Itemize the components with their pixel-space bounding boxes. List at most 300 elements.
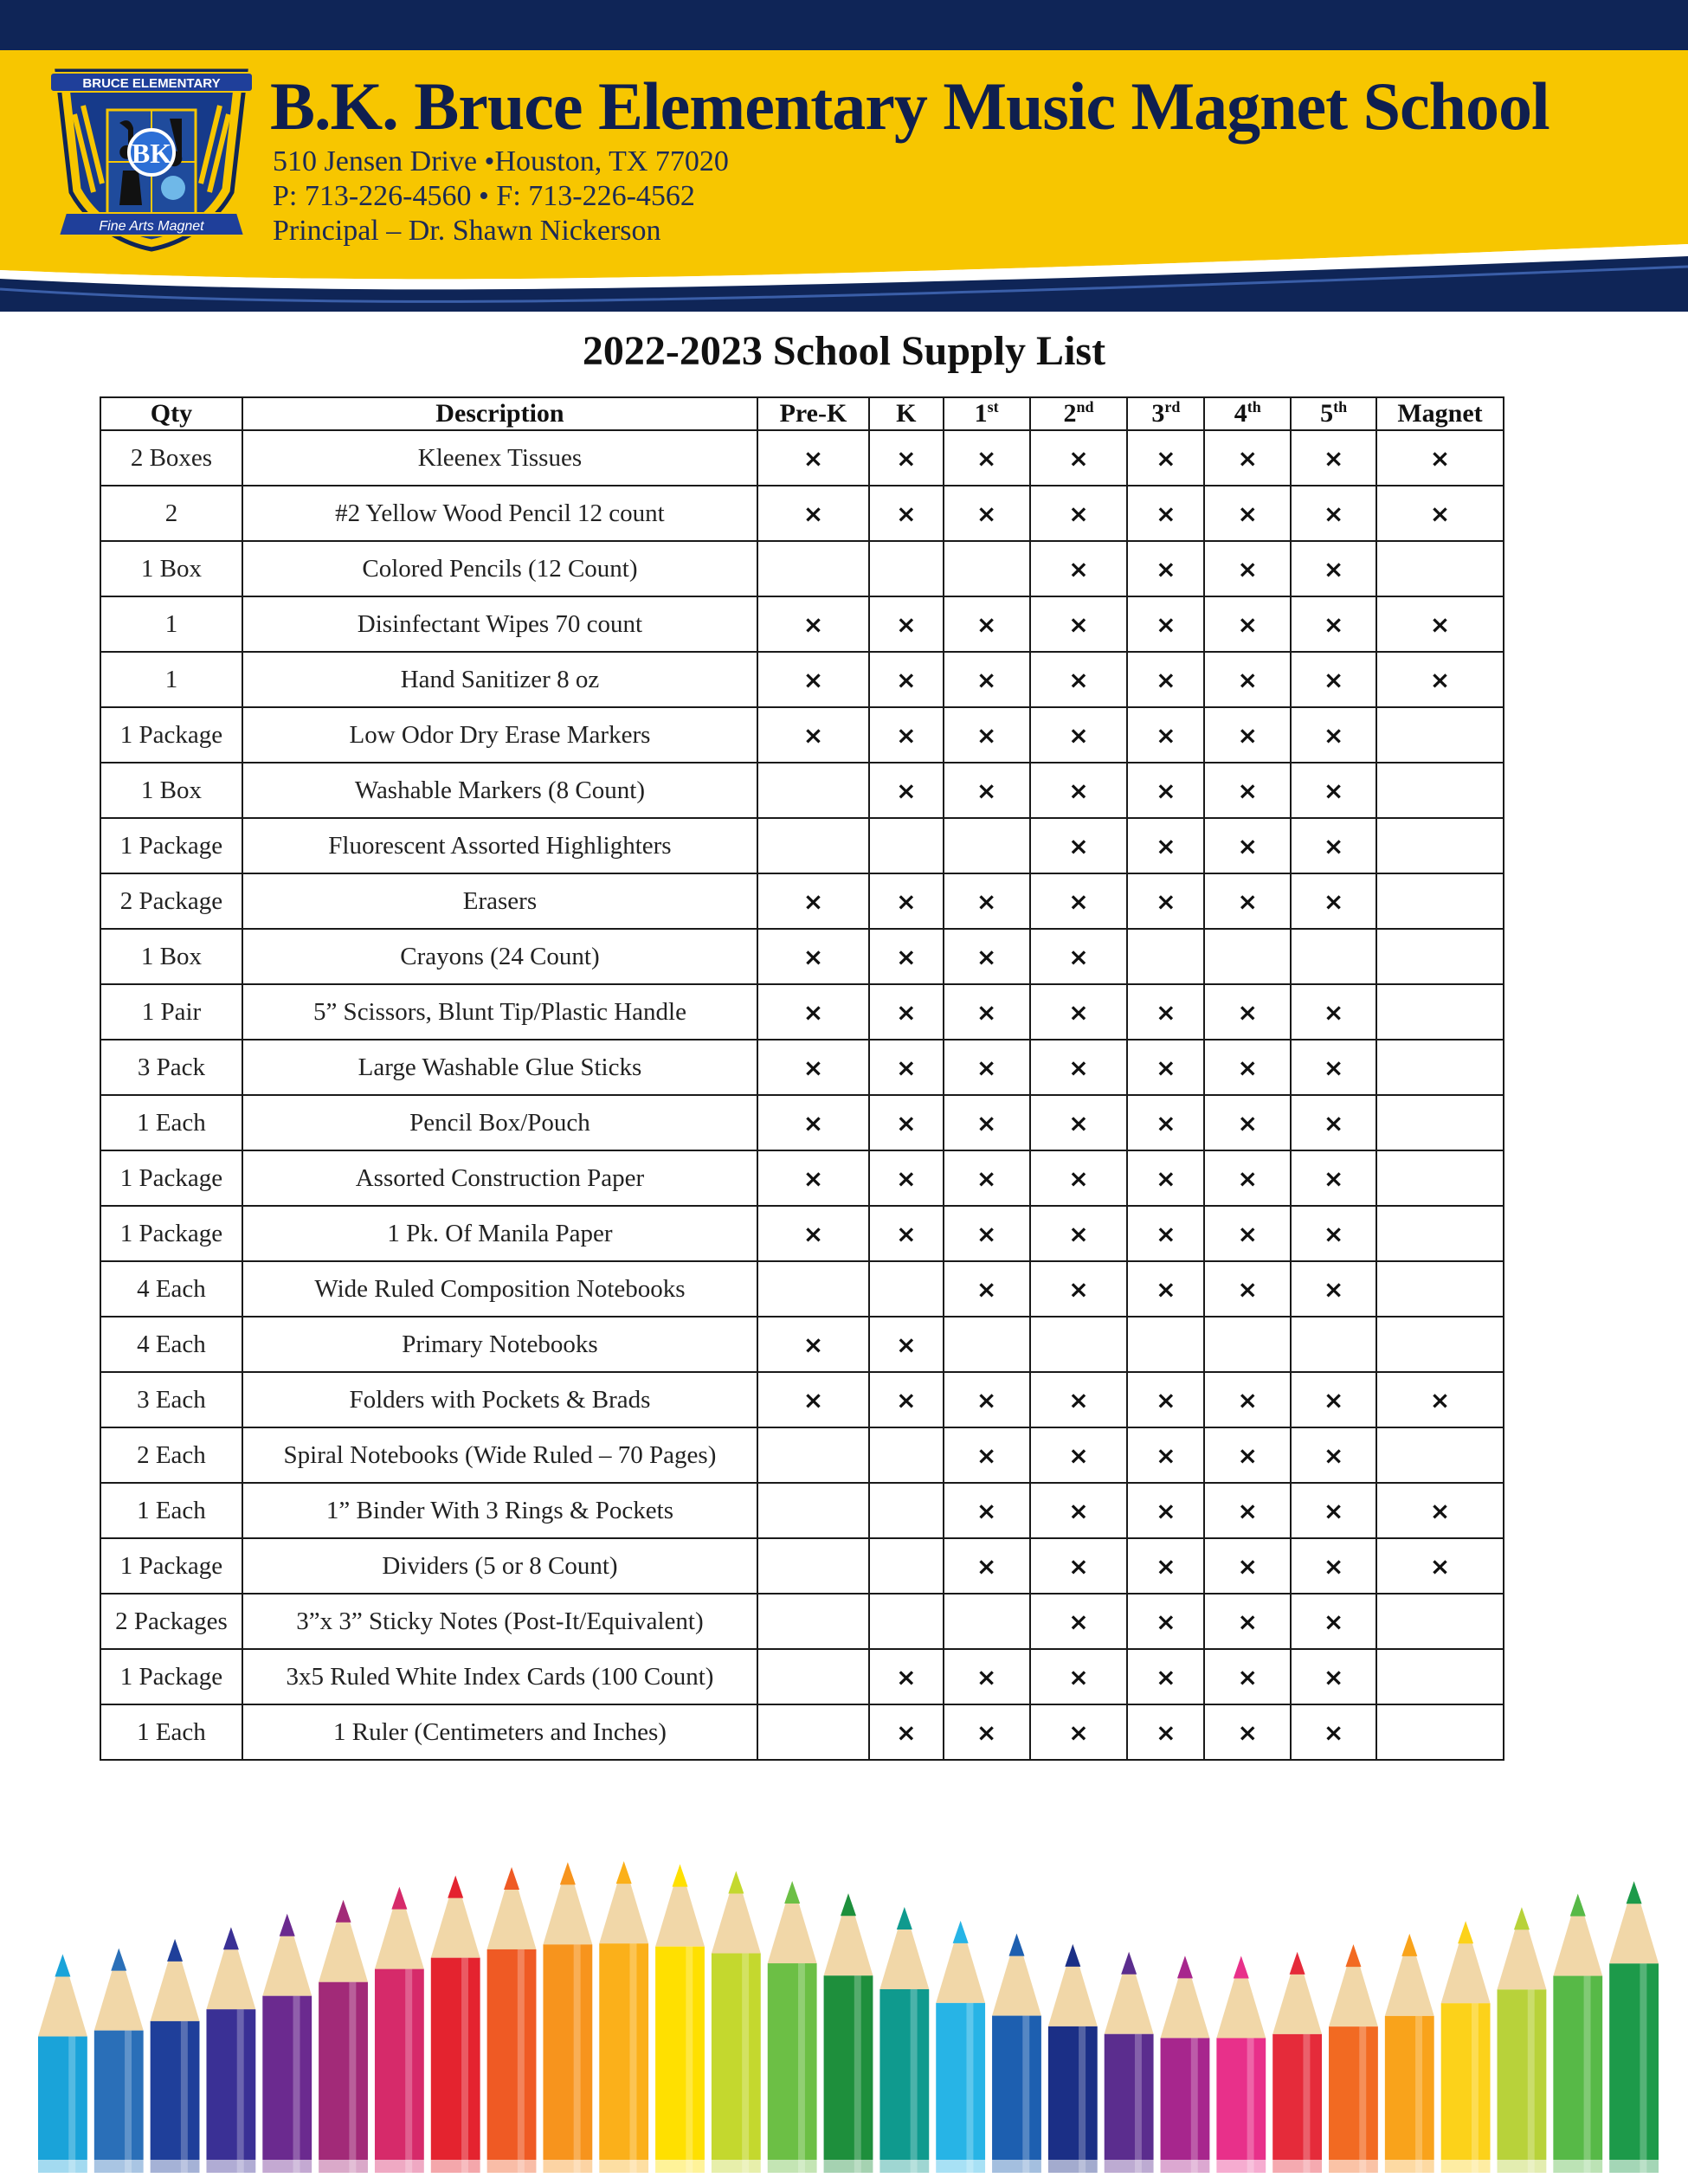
mark-cell-k: × (869, 486, 944, 541)
pencil (431, 1876, 480, 2173)
header-grade-1 (944, 397, 1030, 430)
mark-cell-grade-2: × (1030, 1538, 1128, 1594)
description-cell: 3x5 Ruled White Index Cards (100 Count) (242, 1649, 757, 1704)
table-row (100, 1594, 1504, 1649)
mark-cell-grade-5: × (1291, 818, 1376, 873)
mark-cell-grade-2: × (1030, 1372, 1128, 1427)
mark-cell-grade-4: × (1204, 1261, 1291, 1317)
mark-cell-grade-5: × (1291, 1594, 1376, 1649)
pencil (487, 1867, 537, 2173)
pencil (768, 1881, 817, 2173)
mark-cell-grade-1: × (944, 1704, 1030, 1760)
qty-cell: 2 (100, 486, 242, 541)
description-cell: Large Washable Glue Sticks (242, 1040, 757, 1095)
table-row (100, 1427, 1504, 1483)
qty-cell: 1 Each (100, 1095, 242, 1150)
mark-cell-grade-3: × (1127, 1704, 1204, 1760)
header-grade-2-number: 2 (1063, 399, 1077, 428)
mark-cell-k (869, 818, 944, 873)
mark-cell-grade-2: × (1030, 1483, 1128, 1538)
logo-monogram: BK (131, 138, 172, 169)
table-row (100, 929, 1504, 984)
header-grade-5-suffix: th (1333, 398, 1348, 416)
mark-cell-grade-4: × (1204, 486, 1291, 541)
qty-cell: 2 Boxes (100, 430, 242, 486)
pencil (1216, 1955, 1266, 2173)
table-row (100, 763, 1504, 818)
mark-cell-grade-5: × (1291, 596, 1376, 652)
qty-cell: 1 Package (100, 707, 242, 763)
qty-cell: 1 (100, 596, 242, 652)
mark-cell-grade-2: × (1030, 929, 1128, 984)
school-logo (40, 62, 263, 258)
mark-cell-grade-3: × (1127, 1095, 1204, 1150)
mark-cell-grade-4: × (1204, 873, 1291, 929)
mark-cell-grade-4: × (1204, 596, 1291, 652)
mark-cell-grade-5: × (1291, 1261, 1376, 1317)
qty-cell: 1 Each (100, 1704, 242, 1760)
pencil (543, 1862, 592, 2173)
header-qty: Qty (100, 397, 242, 430)
mark-cell-prek: × (757, 707, 869, 763)
mark-cell-grade-2: × (1030, 1427, 1128, 1483)
mark-cell-magnet (1376, 984, 1504, 1040)
qty-cell: 2 Each (100, 1427, 242, 1483)
description-cell: Low Odor Dry Erase Markers (242, 707, 757, 763)
mark-cell-k: × (869, 707, 944, 763)
mark-cell-prek (757, 1538, 869, 1594)
qty-cell: 1 (100, 652, 242, 707)
mark-cell-k: × (869, 984, 944, 1040)
mark-cell-grade-4: × (1204, 1372, 1291, 1427)
logo-text-top: BRUCE ELEMENTARY (82, 76, 221, 91)
mark-cell-grade-4: × (1204, 430, 1291, 486)
mark-cell-k: × (869, 1206, 944, 1261)
mark-cell-grade-2: × (1030, 596, 1128, 652)
mark-cell-grade-1: × (944, 1261, 1030, 1317)
mark-cell-grade-4 (1204, 929, 1291, 984)
mark-cell-magnet (1376, 1317, 1504, 1372)
mark-cell-prek: × (757, 1317, 869, 1372)
mark-cell-grade-3: × (1127, 430, 1204, 486)
mark-cell-k: × (869, 1704, 944, 1760)
table-row (100, 1317, 1504, 1372)
header-grade-2 (1030, 397, 1128, 430)
mark-cell-k (869, 1594, 944, 1649)
mark-cell-grade-1: × (944, 652, 1030, 707)
mark-cell-grade-5: × (1291, 1649, 1376, 1704)
mark-cell-grade-4: × (1204, 1427, 1291, 1483)
qty-cell: 1 Box (100, 929, 242, 984)
header-grade-4-suffix: th (1247, 398, 1261, 416)
mark-cell-k: × (869, 1372, 944, 1427)
mark-cell-grade-2: × (1030, 1594, 1128, 1649)
mark-cell-grade-5: × (1291, 1206, 1376, 1261)
table-row (100, 1040, 1504, 1095)
table-row (100, 430, 1504, 486)
table-row (100, 1206, 1504, 1261)
school-name: B.K. Bruce Elementary Music Magnet School (270, 68, 1549, 144)
mark-cell-grade-5: × (1291, 873, 1376, 929)
qty-cell: 1 Package (100, 818, 242, 873)
mark-cell-grade-2: × (1030, 763, 1128, 818)
mark-cell-grade-1 (944, 1594, 1030, 1649)
mark-cell-grade-2: × (1030, 707, 1128, 763)
description-cell: Assorted Construction Paper (242, 1150, 757, 1206)
mark-cell-grade-3 (1127, 929, 1204, 984)
pencil (1385, 1934, 1434, 2173)
mark-cell-prek (757, 1594, 869, 1649)
pencil (1553, 1894, 1602, 2173)
mark-cell-magnet (1376, 1150, 1504, 1206)
mark-cell-k: × (869, 1095, 944, 1150)
mark-cell-grade-1: × (944, 707, 1030, 763)
mark-cell-grade-3: × (1127, 984, 1204, 1040)
description-cell: Disinfectant Wipes 70 count (242, 596, 757, 652)
school-address: 510 Jensen Drive •Houston, TX 77020 (273, 145, 729, 177)
mark-cell-grade-4: × (1204, 1649, 1291, 1704)
table-row (100, 1538, 1504, 1594)
qty-cell: 3 Each (100, 1372, 242, 1427)
mark-cell-grade-1: × (944, 596, 1030, 652)
mark-cell-grade-3 (1127, 1317, 1204, 1372)
mark-cell-prek: × (757, 873, 869, 929)
mark-cell-grade-4: × (1204, 818, 1291, 873)
mark-cell-k: × (869, 1649, 944, 1704)
header-grade-4-number: 4 (1234, 399, 1247, 428)
mark-cell-grade-5: × (1291, 1372, 1376, 1427)
mark-cell-magnet: × (1376, 1372, 1504, 1427)
mark-cell-grade-1: × (944, 929, 1030, 984)
table-row (100, 1372, 1504, 1427)
mark-cell-prek: × (757, 1095, 869, 1150)
page-title: 2022-2023 School Supply List (582, 328, 1106, 374)
mark-cell-grade-3: × (1127, 1594, 1204, 1649)
table-header-row (100, 397, 1504, 430)
mark-cell-grade-4: × (1204, 1594, 1291, 1649)
mark-cell-grade-1: × (944, 1427, 1030, 1483)
header-grade-1-number: 1 (974, 399, 988, 428)
mark-cell-prek (757, 763, 869, 818)
supply-table-body (100, 430, 1504, 1760)
table-row (100, 652, 1504, 707)
mark-cell-magnet (1376, 1040, 1504, 1095)
mark-cell-magnet: × (1376, 1483, 1504, 1538)
mark-cell-grade-3: × (1127, 596, 1204, 652)
pencil (1609, 1881, 1659, 2173)
mark-cell-magnet: × (1376, 1538, 1504, 1594)
description-cell: Hand Sanitizer 8 oz (242, 652, 757, 707)
mark-cell-magnet: × (1376, 596, 1504, 652)
qty-cell: 1 Package (100, 1538, 242, 1594)
description-cell: Fluorescent Assorted Highlighters (242, 818, 757, 873)
header-description: Description (242, 397, 757, 430)
description-cell: Dividers (5 or 8 Count) (242, 1538, 757, 1594)
description-cell: 1 Ruler (Centimeters and Inches) (242, 1704, 757, 1760)
header-grade-3-number: 3 (1151, 399, 1165, 428)
pencil (151, 1939, 200, 2173)
pencil (1048, 1944, 1098, 2173)
qty-cell: 2 Packages (100, 1594, 242, 1649)
mark-cell-grade-4: × (1204, 1150, 1291, 1206)
mark-cell-prek (757, 1261, 869, 1317)
mark-cell-grade-3: × (1127, 541, 1204, 596)
header-grade-1-suffix: st (987, 398, 999, 416)
mark-cell-magnet (1376, 1206, 1504, 1261)
mark-cell-prek: × (757, 1150, 869, 1206)
mark-cell-grade-5: × (1291, 763, 1376, 818)
mark-cell-grade-2: × (1030, 984, 1128, 1040)
mark-cell-prek (757, 1704, 869, 1760)
description-cell: 5” Scissors, Blunt Tip/Plastic Handle (242, 984, 757, 1040)
mark-cell-prek (757, 1427, 869, 1483)
mark-cell-grade-3: × (1127, 486, 1204, 541)
mark-cell-grade-1: × (944, 873, 1030, 929)
qty-cell: 1 Package (100, 1150, 242, 1206)
mark-cell-grade-1: × (944, 1040, 1030, 1095)
table-row (100, 818, 1504, 873)
mark-cell-magnet (1376, 1594, 1504, 1649)
mark-cell-magnet (1376, 873, 1504, 929)
qty-cell: 1 Package (100, 1206, 242, 1261)
qty-cell: 1 Box (100, 541, 242, 596)
mark-cell-grade-5: × (1291, 1704, 1376, 1760)
mark-cell-grade-2: × (1030, 652, 1128, 707)
mark-cell-grade-1: × (944, 1095, 1030, 1150)
mark-cell-grade-3: × (1127, 652, 1204, 707)
header-grade-4 (1204, 397, 1291, 430)
pencil (655, 1865, 705, 2173)
header-grade-3 (1127, 397, 1204, 430)
header-grade-5-number: 5 (1320, 399, 1334, 428)
mark-cell-grade-5: × (1291, 1150, 1376, 1206)
mark-cell-grade-2: × (1030, 1206, 1128, 1261)
mark-cell-k: × (869, 652, 944, 707)
mark-cell-prek: × (757, 430, 869, 486)
mark-cell-magnet (1376, 1427, 1504, 1483)
mark-cell-grade-1: × (944, 1649, 1030, 1704)
qty-cell: 1 Package (100, 1649, 242, 1704)
mark-cell-grade-2: × (1030, 486, 1128, 541)
pencil (936, 1921, 985, 2173)
mark-cell-grade-3: × (1127, 1538, 1204, 1594)
mark-cell-magnet (1376, 929, 1504, 984)
mark-cell-grade-4 (1204, 1317, 1291, 1372)
mark-cell-grade-2: × (1030, 818, 1128, 873)
mark-cell-grade-4: × (1204, 652, 1291, 707)
mark-cell-grade-1 (944, 541, 1030, 596)
mark-cell-grade-3: × (1127, 818, 1204, 873)
pencil (375, 1887, 424, 2173)
qty-cell: 1 Pair (100, 984, 242, 1040)
mark-cell-prek (757, 818, 869, 873)
description-cell: Spiral Notebooks (Wide Ruled – 70 Pages) (242, 1427, 757, 1483)
mark-cell-magnet: × (1376, 430, 1504, 486)
mark-cell-k: × (869, 430, 944, 486)
mark-cell-magnet (1376, 1649, 1504, 1704)
header-grade-2-suffix: nd (1076, 398, 1094, 416)
mark-cell-prek: × (757, 1206, 869, 1261)
mark-cell-grade-2: × (1030, 1150, 1128, 1206)
mark-cell-k: × (869, 1040, 944, 1095)
mark-cell-k: × (869, 763, 944, 818)
mark-cell-grade-1: × (944, 763, 1030, 818)
mark-cell-grade-4: × (1204, 707, 1291, 763)
mark-cell-grade-5: × (1291, 541, 1376, 596)
mark-cell-grade-4: × (1204, 1704, 1291, 1760)
mark-cell-prek (757, 541, 869, 596)
mark-cell-k: × (869, 929, 944, 984)
mark-cell-k (869, 1538, 944, 1594)
mark-cell-prek: × (757, 1040, 869, 1095)
mark-cell-grade-1 (944, 1317, 1030, 1372)
mark-cell-prek: × (757, 1372, 869, 1427)
mark-cell-grade-2 (1030, 1317, 1128, 1372)
table-row (100, 873, 1504, 929)
mark-cell-grade-2: × (1030, 873, 1128, 929)
mark-cell-magnet: × (1376, 652, 1504, 707)
mark-cell-magnet: × (1376, 486, 1504, 541)
mark-cell-grade-5: × (1291, 1538, 1376, 1594)
pencil (1161, 1955, 1210, 2173)
header-banner (0, 0, 1688, 312)
description-cell: 3”x 3” Sticky Notes (Post-It/Equivalent) (242, 1594, 757, 1649)
mark-cell-grade-1 (944, 818, 1030, 873)
mark-cell-grade-3: × (1127, 707, 1204, 763)
pencil (206, 1927, 255, 2173)
mark-cell-grade-1: × (944, 1206, 1030, 1261)
mark-cell-magnet (1376, 541, 1504, 596)
mark-cell-grade-5 (1291, 1317, 1376, 1372)
mark-cell-grade-4: × (1204, 1095, 1291, 1150)
header-grade-5 (1291, 397, 1376, 430)
mark-cell-grade-2: × (1030, 1095, 1128, 1150)
pencil (1105, 1952, 1154, 2173)
description-cell: Folders with Pockets & Brads (242, 1372, 757, 1427)
decorative-colored-pencils (35, 1826, 1662, 2173)
qty-cell: 3 Pack (100, 1040, 242, 1095)
mark-cell-grade-3: × (1127, 873, 1204, 929)
mark-cell-grade-1: × (944, 984, 1030, 1040)
mark-cell-k (869, 1261, 944, 1317)
pencil (38, 1955, 87, 2173)
pencil (599, 1861, 648, 2173)
table-row (100, 486, 1504, 541)
mark-cell-k: × (869, 1150, 944, 1206)
table-row (100, 1150, 1504, 1206)
mark-cell-grade-4: × (1204, 984, 1291, 1040)
mark-cell-k: × (869, 596, 944, 652)
mark-cell-k (869, 1483, 944, 1538)
mark-cell-grade-3: × (1127, 1040, 1204, 1095)
description-cell: 1” Binder With 3 Rings & Pockets (242, 1483, 757, 1538)
mark-cell-magnet (1376, 1095, 1504, 1150)
mark-cell-grade-3: × (1127, 1206, 1204, 1261)
mark-cell-grade-5: × (1291, 707, 1376, 763)
table-row (100, 984, 1504, 1040)
mark-cell-grade-4: × (1204, 1040, 1291, 1095)
header-prek: Pre-K (757, 397, 869, 430)
mark-cell-prek (757, 1483, 869, 1538)
mark-cell-grade-3: × (1127, 1261, 1204, 1317)
description-cell: Crayons (24 Count) (242, 929, 757, 984)
mark-cell-prek: × (757, 652, 869, 707)
description-cell: 1 Pk. Of Manila Paper (242, 1206, 757, 1261)
mark-cell-magnet (1376, 818, 1504, 873)
mark-cell-grade-4: × (1204, 1538, 1291, 1594)
mark-cell-prek: × (757, 486, 869, 541)
pencil (992, 1934, 1041, 2173)
mark-cell-grade-1: × (944, 1372, 1030, 1427)
description-cell: Colored Pencils (12 Count) (242, 541, 757, 596)
description-cell: Pencil Box/Pouch (242, 1095, 757, 1150)
mark-cell-grade-1: × (944, 1538, 1030, 1594)
pencil (1272, 1952, 1322, 2173)
mark-cell-grade-3: × (1127, 763, 1204, 818)
mark-cell-grade-3: × (1127, 1649, 1204, 1704)
mark-cell-grade-2: × (1030, 430, 1128, 486)
header-magnet: Magnet (1376, 397, 1504, 430)
mark-cell-grade-5 (1291, 929, 1376, 984)
school-principal: Principal – Dr. Shawn Nickerson (273, 215, 661, 247)
description-cell: Primary Notebooks (242, 1317, 757, 1372)
supply-table (100, 396, 1504, 1761)
qty-cell: 4 Each (100, 1261, 242, 1317)
mark-cell-grade-3: × (1127, 1372, 1204, 1427)
mark-cell-grade-2: × (1030, 1649, 1128, 1704)
pencil (1498, 1907, 1547, 2173)
mark-cell-grade-5: × (1291, 984, 1376, 1040)
mark-cell-grade-1: × (944, 1483, 1030, 1538)
mark-cell-grade-5: × (1291, 486, 1376, 541)
qty-cell: 1 Box (100, 763, 242, 818)
pencil (879, 1907, 929, 2173)
mark-cell-prek (757, 1649, 869, 1704)
mark-cell-grade-4: × (1204, 1483, 1291, 1538)
mark-cell-grade-3: × (1127, 1483, 1204, 1538)
pencil (824, 1893, 873, 2173)
mark-cell-grade-1: × (944, 430, 1030, 486)
mark-cell-magnet (1376, 1704, 1504, 1760)
mark-cell-grade-3: × (1127, 1150, 1204, 1206)
mark-cell-k (869, 541, 944, 596)
table-row (100, 596, 1504, 652)
mark-cell-grade-2: × (1030, 541, 1128, 596)
mark-cell-grade-3: × (1127, 1427, 1204, 1483)
mark-cell-prek: × (757, 929, 869, 984)
header-grade-3-suffix: rd (1164, 398, 1181, 416)
mark-cell-k: × (869, 873, 944, 929)
mark-cell-magnet (1376, 707, 1504, 763)
description-cell: #2 Yellow Wood Pencil 12 count (242, 486, 757, 541)
qty-cell: 4 Each (100, 1317, 242, 1372)
pencil (94, 1949, 144, 2173)
mark-cell-grade-5: × (1291, 1427, 1376, 1483)
mark-cell-magnet (1376, 763, 1504, 818)
qty-cell: 1 Each (100, 1483, 242, 1538)
logo-text-bottom: Fine Arts Magnet (99, 219, 204, 234)
mark-cell-grade-4: × (1204, 1206, 1291, 1261)
header-k: K (869, 397, 944, 430)
mark-cell-grade-5: × (1291, 1483, 1376, 1538)
description-cell: Kleenex Tissues (242, 430, 757, 486)
mark-cell-grade-5: × (1291, 1040, 1376, 1095)
mark-cell-grade-5: × (1291, 652, 1376, 707)
pencil (319, 1900, 368, 2173)
mark-cell-grade-2: × (1030, 1261, 1128, 1317)
mark-cell-grade-2: × (1030, 1704, 1128, 1760)
table-row (100, 1483, 1504, 1538)
